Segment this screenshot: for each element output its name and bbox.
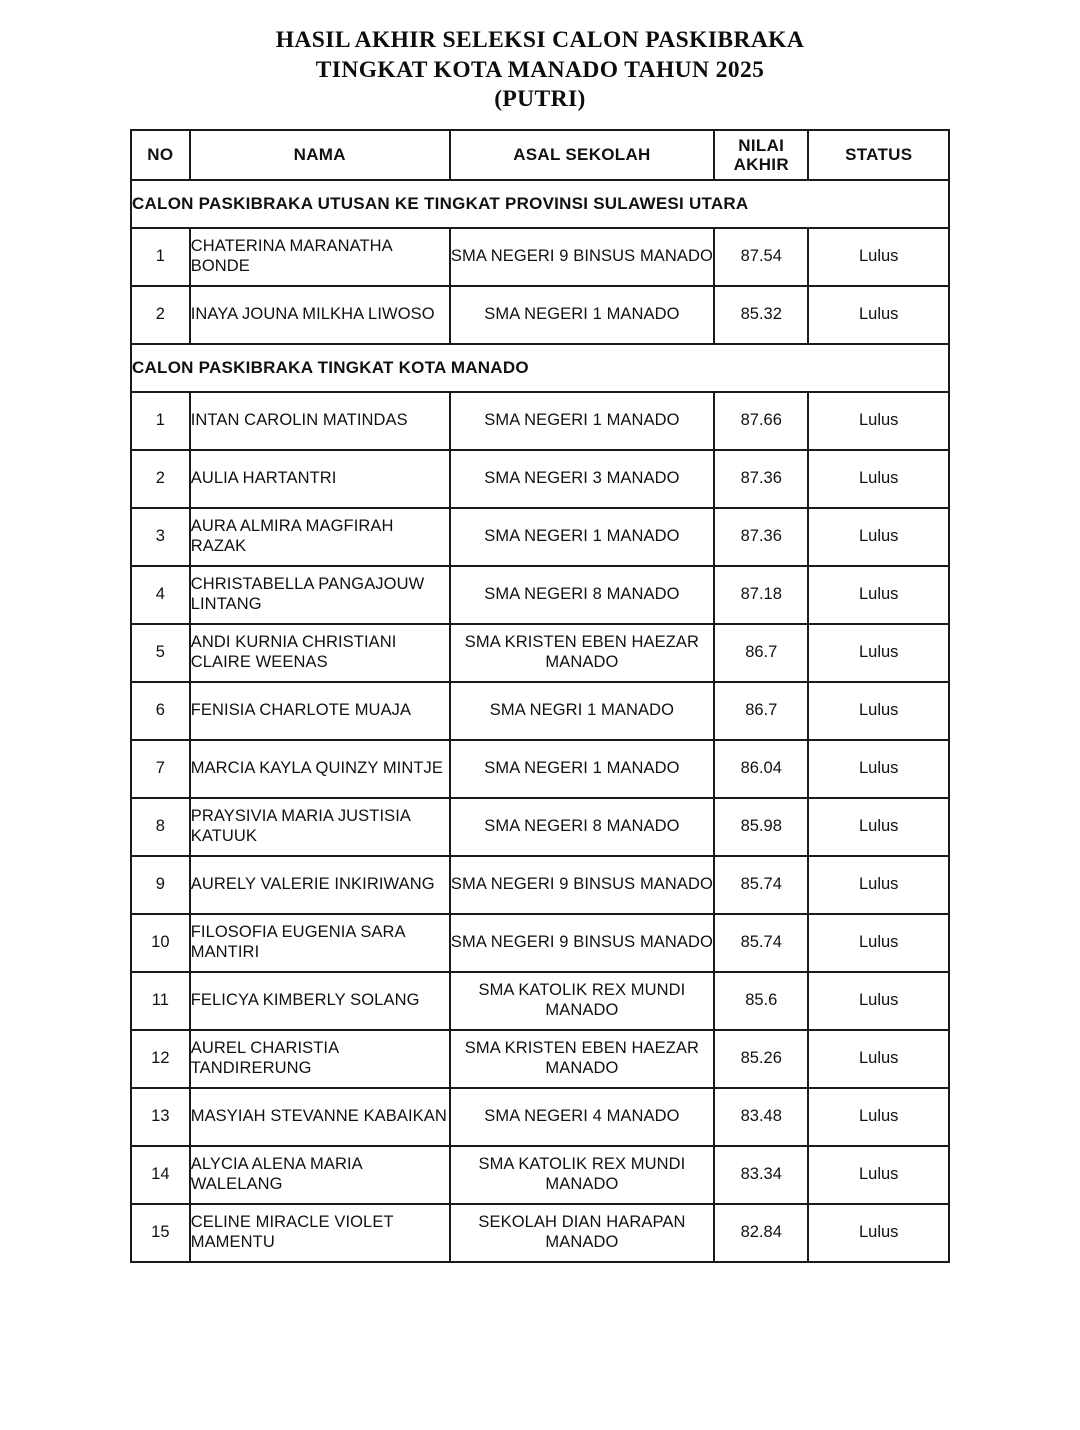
- row-nilai-akhir: 85.6: [714, 972, 808, 1030]
- row-no: 9: [131, 856, 190, 914]
- row-nilai-akhir: 85.74: [714, 914, 808, 972]
- row-nilai-akhir: 87.66: [714, 392, 808, 450]
- page-title: [40, 26, 1040, 115]
- row-asal-sekolah: SMA NEGERI 1 MANADO: [450, 740, 714, 798]
- row-nilai-akhir: 87.36: [714, 450, 808, 508]
- title-line-2: TINGKAT KOTA MANADO TAHUN 2025: [315, 56, 765, 83]
- row-nilai-akhir: 82.84: [714, 1204, 808, 1262]
- row-status: Lulus: [808, 450, 949, 508]
- row-nama: AURA ALMIRA MAGFIRAH RAZAK: [190, 508, 450, 566]
- row-status: Lulus: [808, 624, 949, 682]
- table-row: [131, 740, 949, 798]
- table-row: [131, 1088, 949, 1146]
- column-header-asal-sekolah: ASAL SEKOLAH: [450, 130, 714, 180]
- table-row: [131, 1146, 949, 1204]
- row-nama: FENISIA CHARLOTE MUAJA: [190, 682, 450, 740]
- row-status: Lulus: [808, 228, 949, 286]
- row-status: Lulus: [808, 798, 949, 856]
- row-nilai-akhir: 83.34: [714, 1146, 808, 1204]
- row-no: 11: [131, 972, 190, 1030]
- row-nama: MASYIAH STEVANNE KABAIKAN: [190, 1088, 450, 1146]
- table-row: [131, 682, 949, 740]
- row-asal-sekolah: SMA KATOLIK REX MUNDI MANADO: [450, 972, 714, 1030]
- row-nilai-akhir: 83.48: [714, 1088, 808, 1146]
- row-nilai-akhir: 87.54: [714, 228, 808, 286]
- row-asal-sekolah: SMA KRISTEN EBEN HAEZAR MANADO: [450, 624, 714, 682]
- row-nilai-akhir: 85.74: [714, 856, 808, 914]
- table-row: [131, 228, 949, 286]
- table-header-row: [131, 130, 949, 180]
- row-asal-sekolah: SMA KRISTEN EBEN HAEZAR MANADO: [450, 1030, 714, 1088]
- table-body: [131, 180, 949, 1262]
- row-asal-sekolah: SMA NEGERI 9 BINSUS MANADO: [450, 914, 714, 972]
- row-status: Lulus: [808, 1030, 949, 1088]
- row-asal-sekolah: SEKOLAH DIAN HARAPAN MANADO: [450, 1204, 714, 1262]
- row-nama: CELINE MIRACLE VIOLET MAMENTU: [190, 1204, 450, 1262]
- column-header-nilai-line2: AKHIR: [733, 154, 789, 174]
- row-no: 2: [131, 450, 190, 508]
- row-nilai-akhir: 85.98: [714, 798, 808, 856]
- row-nama: MARCIA KAYLA QUINZY MINTJE: [190, 740, 450, 798]
- row-status: Lulus: [808, 972, 949, 1030]
- table-row: [131, 392, 949, 450]
- table-row: [131, 856, 949, 914]
- table-header: [131, 130, 949, 180]
- row-no: 15: [131, 1204, 190, 1262]
- row-status: Lulus: [808, 1204, 949, 1262]
- row-status: Lulus: [808, 566, 949, 624]
- row-asal-sekolah: SMA NEGRI 1 MANADO: [450, 682, 714, 740]
- row-no: 8: [131, 798, 190, 856]
- row-no: 12: [131, 1030, 190, 1088]
- row-asal-sekolah: SMA NEGERI 1 MANADO: [450, 392, 714, 450]
- row-no: 13: [131, 1088, 190, 1146]
- row-no: 4: [131, 566, 190, 624]
- row-status: Lulus: [808, 1088, 949, 1146]
- row-no: 3: [131, 508, 190, 566]
- row-no: 1: [131, 392, 190, 450]
- row-asal-sekolah: SMA NEGERI 9 BINSUS MANADO: [450, 856, 714, 914]
- table-row: [131, 914, 949, 972]
- table-row: [131, 1204, 949, 1262]
- row-nama: FELICYA KIMBERLY SOLANG: [190, 972, 450, 1030]
- table-row: [131, 972, 949, 1030]
- results-table: [130, 129, 950, 1263]
- row-status: Lulus: [808, 508, 949, 566]
- row-status: Lulus: [808, 1146, 949, 1204]
- row-nilai-akhir: 85.32: [714, 286, 808, 344]
- row-asal-sekolah: SMA NEGERI 1 MANADO: [450, 286, 714, 344]
- row-asal-sekolah: SMA NEGERI 3 MANADO: [450, 450, 714, 508]
- row-status: Lulus: [808, 682, 949, 740]
- row-asal-sekolah: SMA KATOLIK REX MUNDI MANADO: [450, 1146, 714, 1204]
- row-no: 14: [131, 1146, 190, 1204]
- row-nilai-akhir: 87.36: [714, 508, 808, 566]
- row-no: 1: [131, 228, 190, 286]
- row-asal-sekolah: SMA NEGERI 4 MANADO: [450, 1088, 714, 1146]
- column-header-status: STATUS: [808, 130, 949, 180]
- title-line-3: (PUTRI): [494, 86, 586, 113]
- row-asal-sekolah: SMA NEGERI 1 MANADO: [450, 508, 714, 566]
- column-header-nilai-line1: NILAI: [738, 135, 785, 155]
- column-header-nilai-akhir: [714, 130, 808, 180]
- table-row: [131, 1030, 949, 1088]
- row-no: 5: [131, 624, 190, 682]
- title-line-1: HASIL AKHIR SELEKSI CALON PASKIBRAKA: [275, 27, 805, 53]
- table-row: [131, 508, 949, 566]
- row-nama: INTAN CAROLIN MATINDAS: [190, 392, 450, 450]
- row-nilai-akhir: 86.7: [714, 682, 808, 740]
- table-row: [131, 286, 949, 344]
- section-heading-row: [131, 180, 949, 228]
- row-nama: ALYCIA ALENA MARIA WALELANG: [190, 1146, 450, 1204]
- column-header-no: NO: [131, 130, 190, 180]
- row-asal-sekolah: SMA NEGERI 9 BINSUS MANADO: [450, 228, 714, 286]
- section-heading-provinsi: CALON PASKIBRAKA UTUSAN KE TINGKAT PROVINSI SULAWESI UTARA: [131, 180, 949, 228]
- row-asal-sekolah: SMA NEGERI 8 MANADO: [450, 566, 714, 624]
- row-nilai-akhir: 87.18: [714, 566, 808, 624]
- row-no: 10: [131, 914, 190, 972]
- row-nama: CHRISTABELLA PANGAJOUW LINTANG: [190, 566, 450, 624]
- row-status: Lulus: [808, 856, 949, 914]
- row-no: 7: [131, 740, 190, 798]
- row-nama: FILOSOFIA EUGENIA SARA MANTIRI: [190, 914, 450, 972]
- row-status: Lulus: [808, 392, 949, 450]
- row-nama: CHATERINA MARANATHA BONDE: [190, 228, 450, 286]
- row-no: 6: [131, 682, 190, 740]
- row-nama: AUREL CHARISTIA TANDIRERUNG: [190, 1030, 450, 1088]
- row-nama: AURELY VALERIE INKIRIWANG: [190, 856, 450, 914]
- row-asal-sekolah: SMA NEGERI 8 MANADO: [450, 798, 714, 856]
- section-heading-kota: CALON PASKIBRAKA TINGKAT KOTA MANADO: [131, 344, 949, 392]
- row-nama: INAYA JOUNA MILKHA LIWOSO: [190, 286, 450, 344]
- row-nama: ANDI KURNIA CHRISTIANI CLAIRE WEENAS: [190, 624, 450, 682]
- row-status: Lulus: [808, 740, 949, 798]
- table-row: [131, 624, 949, 682]
- row-status: Lulus: [808, 914, 949, 972]
- row-nama: AULIA HARTANTRI: [190, 450, 450, 508]
- section-heading-row: [131, 344, 949, 392]
- column-header-nama: NAMA: [190, 130, 450, 180]
- row-status: Lulus: [808, 286, 949, 344]
- row-nilai-akhir: 86.7: [714, 624, 808, 682]
- row-no: 2: [131, 286, 190, 344]
- row-nama: PRAYSIVIA MARIA JUSTISIA KATUUK: [190, 798, 450, 856]
- row-nilai-akhir: 85.26: [714, 1030, 808, 1088]
- row-nilai-akhir: 86.04: [714, 740, 808, 798]
- table-row: [131, 798, 949, 856]
- table-row: [131, 566, 949, 624]
- table-row: [131, 450, 949, 508]
